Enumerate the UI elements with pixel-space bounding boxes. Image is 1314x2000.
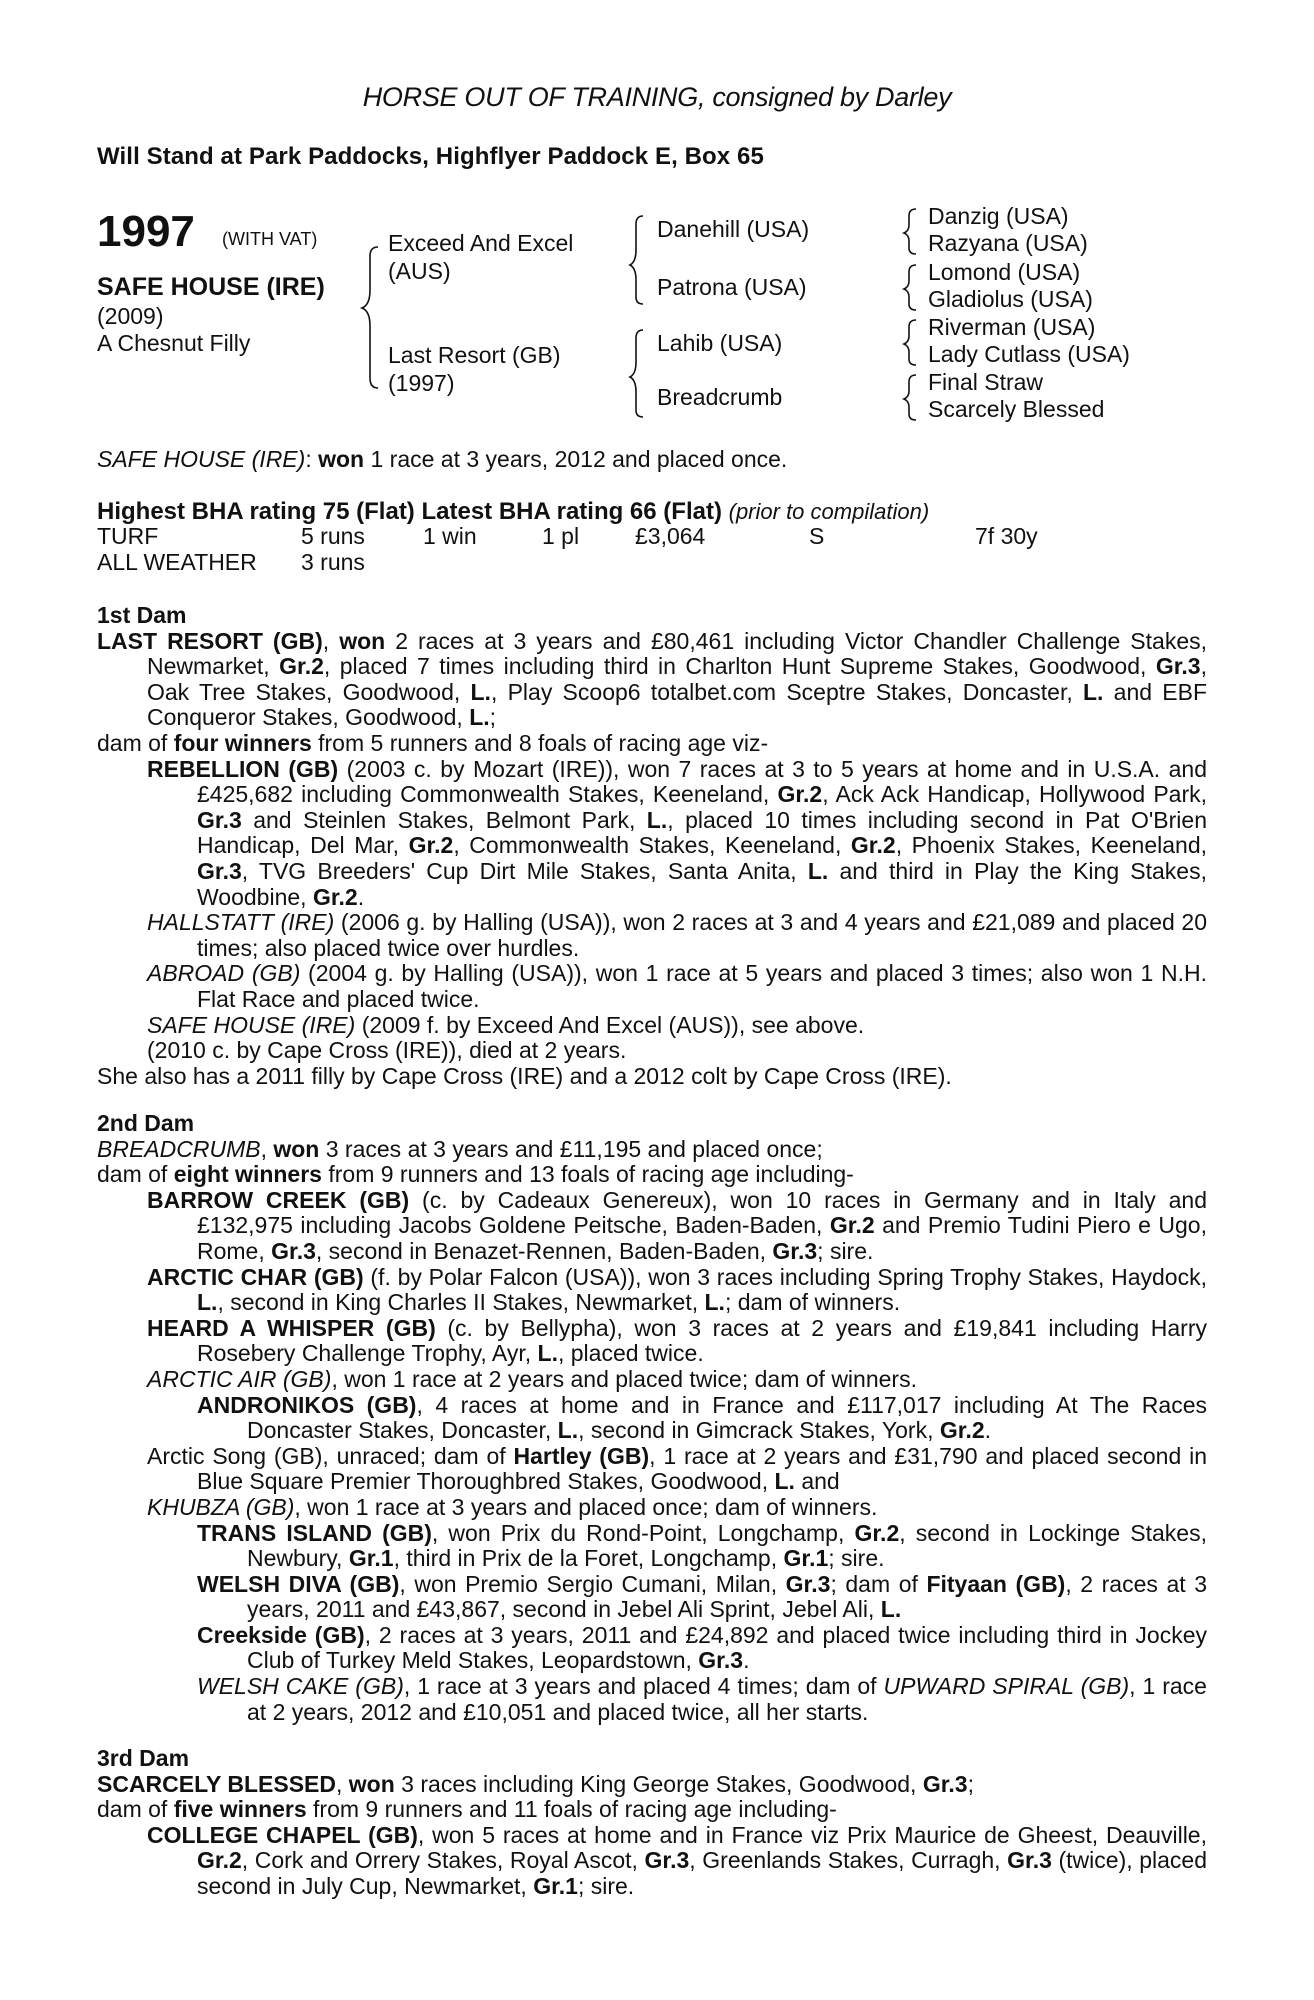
aw-runs: 3 runs	[301, 549, 365, 575]
t: Hartley (GB)	[513, 1442, 650, 1469]
t: (c. by Bellypha), won 3 races at 2 years and £19,841 including Harry Rosebery Challenge Trophy, Ayr,	[197, 1314, 1207, 1367]
t: won	[273, 1135, 320, 1162]
sire-sire: Danehill (USA)	[657, 216, 810, 242]
progeny-creekside	[197, 1623, 1207, 1674]
t: , 4 races at home and in France and £117,017 including At The Races Doncaster Stakes, Doncaster,	[247, 1391, 1208, 1444]
t: L.	[470, 678, 491, 705]
progeny-welsh-cake	[197, 1674, 1207, 1725]
t: , third in Prix de la Foret, Longchamp,	[393, 1545, 784, 1572]
t: L.	[1082, 678, 1104, 705]
bracket-gen3-1	[904, 209, 916, 254]
t: WELSH DIVA (GB)	[197, 1570, 400, 1597]
t: , won Premio Sergio Cumani, Milan,	[399, 1570, 786, 1597]
vat-note: (WITH VAT)	[222, 229, 318, 249]
t: ABROAD (GB)	[147, 960, 301, 987]
t: L.	[646, 806, 668, 833]
t: , second in Gimcrack Stakes, York,	[578, 1417, 940, 1444]
t: won	[339, 627, 386, 654]
t: Gr.1	[348, 1545, 394, 1572]
progeny-khubza	[147, 1495, 1207, 1521]
bracket-gen3-4	[904, 375, 916, 420]
t: Creekside (GB)	[197, 1621, 365, 1648]
t: Gr.2	[279, 653, 324, 680]
t: and EBF Conqueror Stakes, Goodwood,	[147, 678, 1208, 731]
t: eight winners	[173, 1161, 322, 1188]
t: , 1 race at 2 years, 2012 and £10,051 and placed twice, all her starts.	[247, 1673, 1207, 1725]
t: Gr.2	[408, 832, 454, 859]
t: from 5 runners and 8 foals of racing age viz-	[311, 729, 769, 756]
first-dam-foals-note: She also has a 2011 filly by Cape Cross (IRE) and a 2012 colt by Cape Cross (IRE).	[97, 1062, 952, 1089]
t: KHUBZA (GB)	[147, 1493, 295, 1520]
second-dam-produce-line	[97, 1162, 1207, 1188]
first-dam-record	[97, 629, 1207, 731]
turf-prize: £3,064	[635, 523, 706, 549]
third-dam-progeny	[147, 1823, 1207, 1900]
t: .	[743, 1647, 750, 1674]
stand-location: Will Stand at Park Paddocks, Highflyer Paddock E, Box 65	[97, 143, 764, 170]
t: five winners	[173, 1796, 307, 1823]
t: ANDRONIKOS (GB)	[197, 1391, 417, 1418]
t: , 1 race at 2 years and £31,790 and placed second in Blue Square Premier Thoroughbred Stakes, Goodwood,	[197, 1442, 1207, 1495]
t: and	[794, 1468, 840, 1495]
third-dam-produce-line	[97, 1797, 1207, 1823]
t: Gr.3	[698, 1647, 744, 1674]
t: , Cork and Orrery Stakes, Royal Ascot,	[241, 1847, 645, 1874]
t: (2009 f. by Exceed And Excel (AUS)), see above.	[355, 1011, 865, 1038]
t: Gr.3	[1007, 1847, 1052, 1874]
page-title: HORSE OUT OF TRAINING, consigned by Darley	[362, 82, 952, 112]
t: Gr.3	[271, 1237, 316, 1264]
t: ,	[336, 1770, 349, 1797]
second-dam-section	[97, 1111, 1207, 1725]
t: , Phoenix Stakes, Keeneland,	[895, 832, 1208, 859]
summary-name: SAFE HOUSE (IRE)	[97, 446, 306, 472]
t: from 9 runners and 11 foals of racing age including-	[306, 1796, 837, 1823]
first-dam-heading: 1st Dam	[97, 602, 187, 628]
ancestor-4: Gladiolus (USA)	[928, 286, 1093, 312]
summary-colon: :	[305, 446, 319, 472]
progeny-heard-a-whisper	[147, 1316, 1207, 1367]
t: ARCTIC AIR (GB)	[147, 1365, 332, 1392]
progeny-safe-house	[147, 1013, 1207, 1039]
t: WELSH CAKE (GB)	[197, 1673, 404, 1700]
turf-wins: 1 win	[423, 523, 477, 549]
progeny-welsh-diva	[197, 1572, 1207, 1623]
sire-dam: Patrona (USA)	[657, 274, 807, 300]
progeny-2010-colt: (2010 c. by Cape Cross (IRE)), died at 2 years.	[147, 1037, 627, 1064]
t: (c. by Cadeaux Genereux), won 10 races in Germany and in Italy and £132,975 including Jacobs Goldene Peitsche, Baden-Baden,	[197, 1186, 1207, 1239]
t: , won 5 races at home and in France viz Prix Maurice de Gheest, Deauville,	[417, 1821, 1207, 1848]
t: L.	[557, 1417, 579, 1444]
t: 2 races at 3 years and £80,461 including Victor Chandler Challenge Stakes, Newmarket,	[147, 627, 1208, 680]
sire-country: (AUS)	[388, 258, 451, 284]
t: L.	[807, 857, 829, 884]
dam-sire: Lahib (USA)	[657, 330, 783, 356]
t: Gr.2	[777, 781, 823, 808]
t: , placed 10 times including second in Pat O'Brien Handicap, Del Mar,	[197, 806, 1208, 859]
t: (2006 g. by Halling (USA)), won 2 races at 3 and 4 years and £21,089 and placed 20 times; also placed twice over hurdles.	[197, 909, 1208, 961]
t: , second in Benazet-Rennen, Baden-Baden,	[315, 1237, 773, 1264]
t: Arctic Song (GB), unraced; dam of	[147, 1442, 514, 1469]
progeny-trans-island	[197, 1521, 1207, 1572]
progeny-college-chapel	[147, 1823, 1207, 1900]
progeny-rebellion	[147, 757, 1207, 911]
t: L.	[880, 1596, 902, 1623]
t: Gr.3	[1155, 653, 1201, 680]
t: ; sire.	[817, 1237, 874, 1264]
t: Gr.3	[922, 1770, 968, 1797]
t: , placed 7 times including third in Charlton Hunt Supreme Stakes, Goodwood,	[323, 653, 1156, 680]
t: Fityaan (GB)	[926, 1570, 1066, 1597]
t: Gr.2	[850, 832, 896, 859]
record-aw	[97, 550, 1207, 576]
third-dam-record	[97, 1772, 1207, 1798]
summary-rest: 1 race at 3 years, 2012 and placed once.	[364, 446, 788, 472]
t: from 9 runners and 13 foals of racing age including-	[321, 1161, 854, 1188]
progeny-hallstatt	[147, 910, 1207, 961]
t: , 1 race at 3 years and placed 4 times; dam of	[403, 1673, 884, 1700]
t: ;	[489, 704, 497, 731]
t: .	[357, 883, 365, 910]
t: , Oak Tree Stakes, Goodwood,	[147, 653, 1207, 705]
progeny-arctic-char	[147, 1265, 1207, 1316]
t: Gr.3	[197, 806, 242, 833]
lot-number: 1997	[97, 207, 195, 256]
t: Gr.2	[939, 1417, 985, 1444]
t: BREADCRUMB	[97, 1135, 261, 1162]
turf-label: TURF	[97, 523, 159, 549]
ancestor-8: Scarcely Blessed	[928, 396, 1105, 422]
t: , won Prix du Rond-Point, Longchamp,	[431, 1519, 855, 1546]
arctic-air-progeny	[197, 1393, 1207, 1444]
sire: Exceed And Excel	[388, 230, 574, 256]
t: REBELLION (GB)	[147, 755, 339, 782]
t: L.	[704, 1289, 725, 1316]
rating-bold: Highest BHA rating 75 (Flat) Latest BHA rating 66 (Flat)	[97, 498, 722, 525]
first-dam-progeny	[147, 757, 1207, 1064]
rating-note: (prior to compilation)	[728, 499, 930, 524]
t: , second in King Charles II Stakes, Newmarket,	[217, 1289, 705, 1316]
t: ; dam of	[830, 1570, 927, 1597]
horse-name: SAFE HOUSE (IRE)	[97, 273, 325, 301]
t: won	[348, 1770, 395, 1797]
t: ;	[967, 1770, 974, 1797]
t: , won 1 race at 2 years and placed twice; dam of winners.	[331, 1365, 917, 1392]
t: (twice), placed second in July Cup, Newmarket,	[197, 1847, 1207, 1899]
bracket-gen3-2	[904, 265, 916, 310]
t: SCARCELY BLESSED	[97, 1770, 337, 1797]
t: Gr.2	[312, 883, 358, 910]
first-dam-produce-line	[97, 731, 1207, 757]
t: , won 1 race at 3 years and placed once; dam of winners.	[294, 1493, 878, 1520]
second-dam-heading: 2nd Dam	[97, 1110, 195, 1136]
t: HEARD A WHISPER (GB)	[147, 1314, 436, 1341]
t: L.	[469, 704, 490, 731]
t: Gr.2	[829, 1212, 875, 1239]
bracket-gen2-top	[630, 216, 643, 304]
t: 3 races including King George Stakes, Goodwood,	[394, 1770, 923, 1797]
race-summary	[97, 447, 1207, 473]
t: Gr.3	[772, 1237, 818, 1264]
progeny-abroad	[147, 961, 1207, 1012]
t: (2004 g. by Halling (USA)), won 1 race at 5 years and placed 3 times; also won 1 N.H. Flat Race and placed twice.	[197, 960, 1207, 1012]
dam: Last Resort (GB)	[388, 342, 561, 368]
bracket-gen3-3	[904, 320, 916, 365]
t: UPWARD SPIRAL (GB)	[883, 1673, 1130, 1700]
ancestor-6: Lady Cutlass (USA)	[928, 341, 1130, 367]
foaled-year: (2009)	[97, 303, 164, 329]
record-turf	[97, 524, 1207, 550]
t: and Steinlen Stakes, Belmont Park,	[241, 806, 647, 833]
first-dam-section	[97, 603, 1207, 1089]
t: L.	[774, 1468, 795, 1495]
bracket-gen1	[362, 247, 378, 388]
t: 3 races at 3 years and £11,195 and placed once;	[319, 1135, 823, 1162]
horse-description: A Chesnut Filly	[97, 330, 251, 356]
t: , placed twice.	[557, 1340, 704, 1367]
khubza-progeny	[197, 1521, 1207, 1726]
summary-won: won	[318, 446, 365, 472]
t: , 2 races at 3 years, 2011 and £43,867, second in Jebel Ali Sprint, Jebel Ali,	[247, 1570, 1207, 1623]
ancestor-7: Final Straw	[928, 369, 1044, 395]
t: ,	[260, 1135, 274, 1162]
third-dam-heading: 3rd Dam	[97, 1745, 190, 1771]
t: ; dam of winners.	[724, 1289, 901, 1316]
t: COLLEGE CHAPEL (GB)	[147, 1821, 418, 1848]
t: and third in Play the King Stakes, Woodbine,	[197, 857, 1207, 910]
t: , Ack Ack Handicap, Hollywood Park,	[822, 781, 1207, 808]
t: SAFE HOUSE (IRE)	[147, 1011, 356, 1038]
first-dam-name: LAST RESORT (GB)	[97, 627, 323, 654]
second-dam-record	[97, 1137, 1207, 1163]
t: ARCTIC CHAR (GB)	[147, 1263, 364, 1290]
t: BARROW CREEK (GB)	[147, 1186, 410, 1213]
t: , 2 races at 3 years, 2011 and £24,892 and placed twice including third in Jockey Club of Turkey Meld Stakes, Leopardstown,	[247, 1621, 1208, 1674]
t: four winners	[173, 729, 312, 756]
turf-placed: 1 pl	[542, 523, 580, 549]
t: .	[984, 1417, 992, 1444]
t: dam of	[97, 1796, 174, 1823]
ancestor-3: Lomond (USA)	[928, 259, 1081, 285]
t: TRANS ISLAND (GB)	[197, 1519, 432, 1546]
t: , TVG Breeders' Cup Dirt Mile Stakes, Santa Anita,	[241, 857, 808, 884]
t: ,	[322, 627, 340, 654]
t: , second in Lockinge Stakes, Newbury,	[247, 1519, 1207, 1572]
t: (2003 c. by Mozart (IRE)), won 7 races at 3 to 5 years at home and in U.S.A. and £425,682 including Commonwealth Stakes, Keeneland,	[197, 755, 1207, 808]
t: Gr.2	[854, 1519, 900, 1546]
dam-dam: Breadcrumb	[657, 384, 783, 410]
progeny-barrow-creek	[147, 1188, 1207, 1265]
aw-label: ALL WEATHER	[97, 549, 257, 575]
t: Gr.3	[197, 857, 242, 884]
t: dam of	[97, 729, 174, 756]
t: L.	[197, 1289, 218, 1316]
second-dam-progeny	[147, 1188, 1207, 1495]
t: ; sire.	[577, 1872, 635, 1899]
bracket-gen2-bottom	[630, 330, 643, 417]
turf-runs: 5 runs	[301, 523, 365, 549]
t: ; sire.	[828, 1545, 885, 1572]
t: dam of	[97, 1161, 174, 1188]
t: and Premio Tudini Piero e Ugo, Rome,	[197, 1212, 1207, 1264]
t: HALLSTATT (IRE)	[147, 909, 335, 936]
t: L.	[537, 1340, 558, 1367]
t: Gr.2	[197, 1847, 242, 1874]
t: , Greenlands Stakes, Curragh,	[689, 1847, 1008, 1874]
t: , Play Scoop6 totalbet.com Sceptre Stakes, Doncaster,	[490, 678, 1083, 705]
ancestor-1: Danzig (USA)	[928, 203, 1069, 229]
t: Gr.3	[644, 1847, 690, 1874]
turf-distance: 7f 30y	[975, 523, 1038, 549]
progeny-andronikos	[197, 1393, 1207, 1444]
t: (f. by Polar Falcon (USA)), won 3 races including Spring Trophy Stakes, Haydock,	[363, 1263, 1207, 1290]
third-dam-section	[97, 1746, 1207, 1900]
t: Gr.1	[783, 1545, 829, 1572]
t: Gr.1	[533, 1872, 578, 1899]
ancestor-5: Riverman (USA)	[928, 314, 1096, 340]
t: Gr.3	[785, 1570, 831, 1597]
progeny-arctic-air	[147, 1367, 1207, 1393]
turf-going: S	[809, 523, 825, 549]
ancestor-2: Razyana (USA)	[928, 230, 1088, 256]
bha-rating	[97, 499, 1207, 525]
progeny-arctic-song	[147, 1444, 1207, 1495]
t: , Commonwealth Stakes, Keeneland,	[453, 832, 851, 859]
dam-year: (1997)	[388, 370, 455, 396]
